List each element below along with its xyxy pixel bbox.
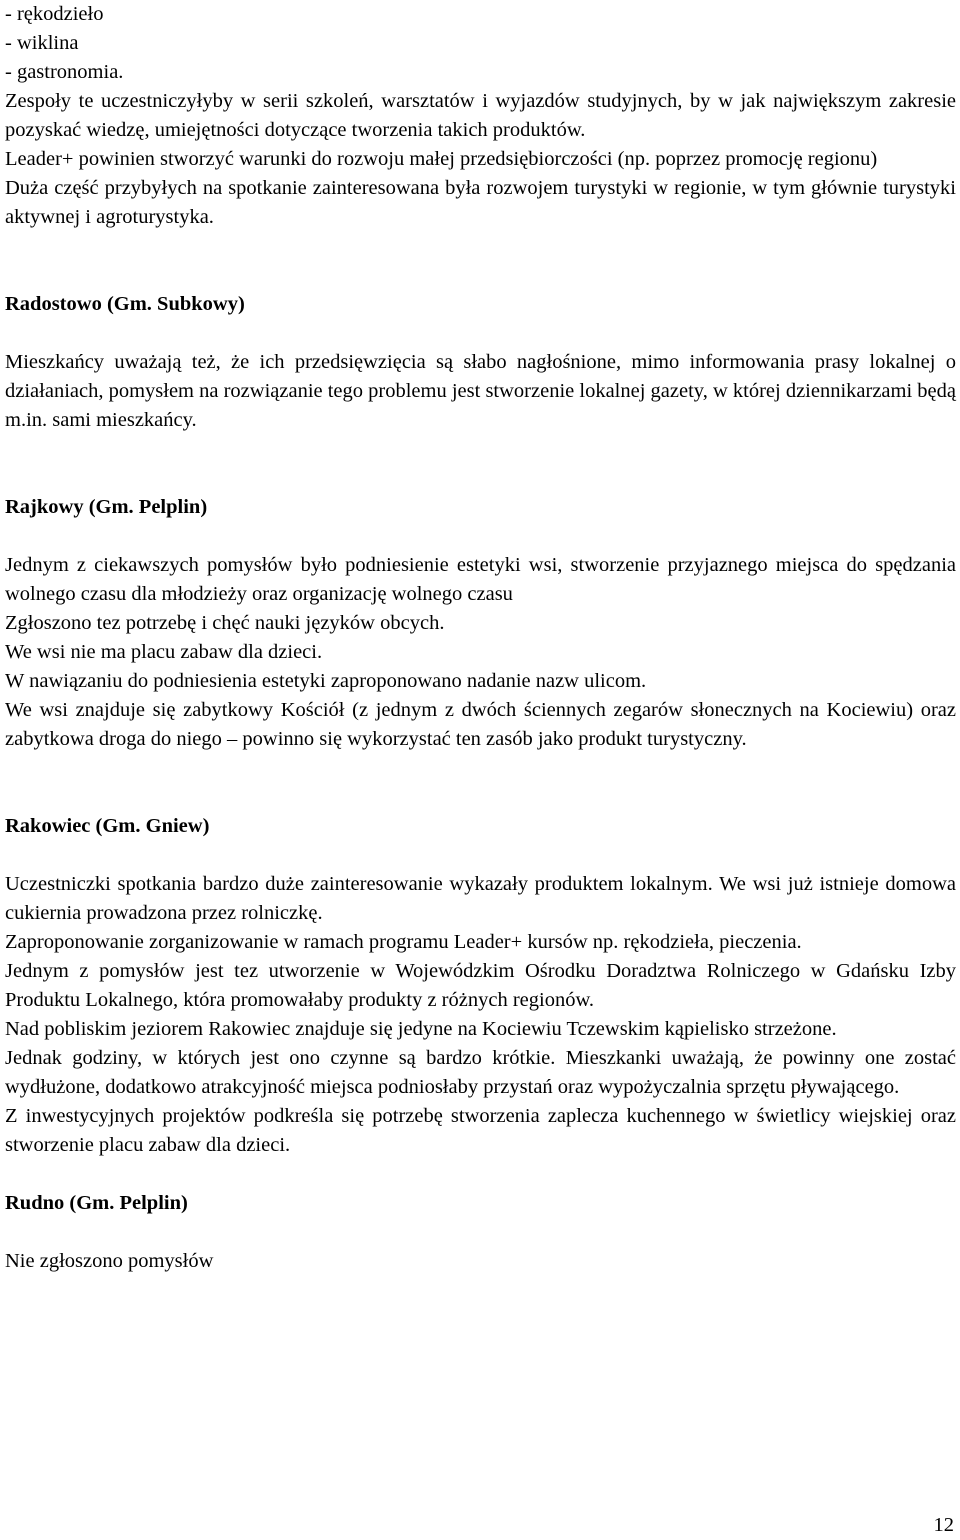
paragraph: Nad pobliskim jeziorem Rakowiec znajduje się jedyne na Kociewiu Tczewskim kąpielisko strzeżone. (5, 1018, 837, 1040)
paragraph: Zaproponowanie zorganizowanie w ramach programu Leader+ kursów np. rękodzieła, pieczenia. (5, 931, 802, 953)
paragraph: Jednym z ciekawszych pomysłów było podniesienie estetyki wsi, stworzenie przyjaznego miejsca do spędzania wolnego czasu dla młodzieży oraz organizację wolnego czasu (5, 554, 956, 605)
paragraph: We wsi nie ma placu zabaw dla dzieci. (5, 641, 323, 663)
page-number: 12 (933, 1514, 954, 1536)
paragraph: Nie zgłoszono pomysłów (5, 1250, 214, 1272)
section-heading: Rakowiec (Gm. Gniew) (5, 815, 210, 837)
paragraph: W nawiązaniu do podniesienia estetyki zaproponowano nadanie nazw ulicom. (5, 670, 647, 692)
spacer (5, 1218, 956, 1247)
paragraph: Jednym z pomysłów jest tez utworzenie w Wojewódzkim Ośrodku Doradztwa Rolniczego w Gdańsku Izby Produktu Lokalnego, która promowałaby produkty z różnych regionów. (5, 960, 956, 1011)
spacer (5, 435, 956, 493)
list-item: - rękodzieło (5, 3, 104, 25)
paragraph: Duża część przybyłych na spotkanie zainteresowana była rozwojem turystyki w regionie, w tym głównie turystyki aktywnej i agroturystyka. (5, 177, 956, 228)
document-page (5, 0, 956, 1276)
paragraph: Leader+ powinien stworzyć warunki do rozwoju małej przedsiębiorczości (np. poprzez promocję regionu) (5, 148, 878, 170)
spacer (5, 1160, 956, 1189)
spacer (5, 232, 956, 290)
section-heading: Radostowo (Gm. Subkowy) (5, 293, 245, 315)
section-heading: Rajkowy (Gm. Pelplin) (5, 496, 208, 518)
spacer (5, 754, 956, 812)
paragraph: Mieszkańcy uważają też, że ich przedsięwzięcia są słabo nagłośnione, mimo informowania prasy lokalnej o działaniach, pomysłem na rozwiązanie tego problemu jest stworzenie lokalnej gazety, w której dziennikarzami będą m.in. sami mieszkańcy. (5, 351, 956, 431)
spacer (5, 841, 956, 870)
list-item: - gastronomia. (5, 61, 124, 83)
paragraph: We wsi znajduje się zabytkowy Kościół (z jednym z dwóch ściennych zegarów słonecznych na Kociewiu) oraz zabytkowa droga do niego – powinno się wykorzystać ten zasób jako produkt turystyczny. (5, 699, 956, 750)
list-item: - wiklina (5, 32, 79, 54)
spacer (5, 522, 956, 551)
spacer (5, 319, 956, 348)
paragraph: Zespoły te uczestniczyłyby w serii szkoleń, warsztatów i wyjazdów studyjnych, by w jak największym zakresie pozyskać wiedzę, umiejętności dotyczące tworzenia takich produktów. (5, 90, 956, 141)
paragraph: Z inwestycyjnych projektów podkreśla się potrzebę stworzenia zaplecza kuchennego w świetlicy wiejskiej oraz stworzenie placu zabaw dla dzieci. (5, 1105, 956, 1156)
paragraph: Jednak godziny, w których jest ono czynne są bardzo krótkie. Mieszkanki uważają, że powinny one zostać wydłużone, dodatkowo atrakcyjność miejsca podniosłaby przystań oraz wypożyczalnia sprzętu pływającego. (5, 1047, 956, 1098)
paragraph: Uczestniczki spotkania bardzo duże zainteresowanie wykazały produktem lokalnym. We wsi już istnieje domowa cukiernia prowadzona przez rolniczkę. (5, 873, 956, 924)
paragraph: Zgłoszono tez potrzebę i chęć nauki języków obcych. (5, 612, 445, 634)
section-heading: Rudno (Gm. Pelplin) (5, 1192, 188, 1214)
